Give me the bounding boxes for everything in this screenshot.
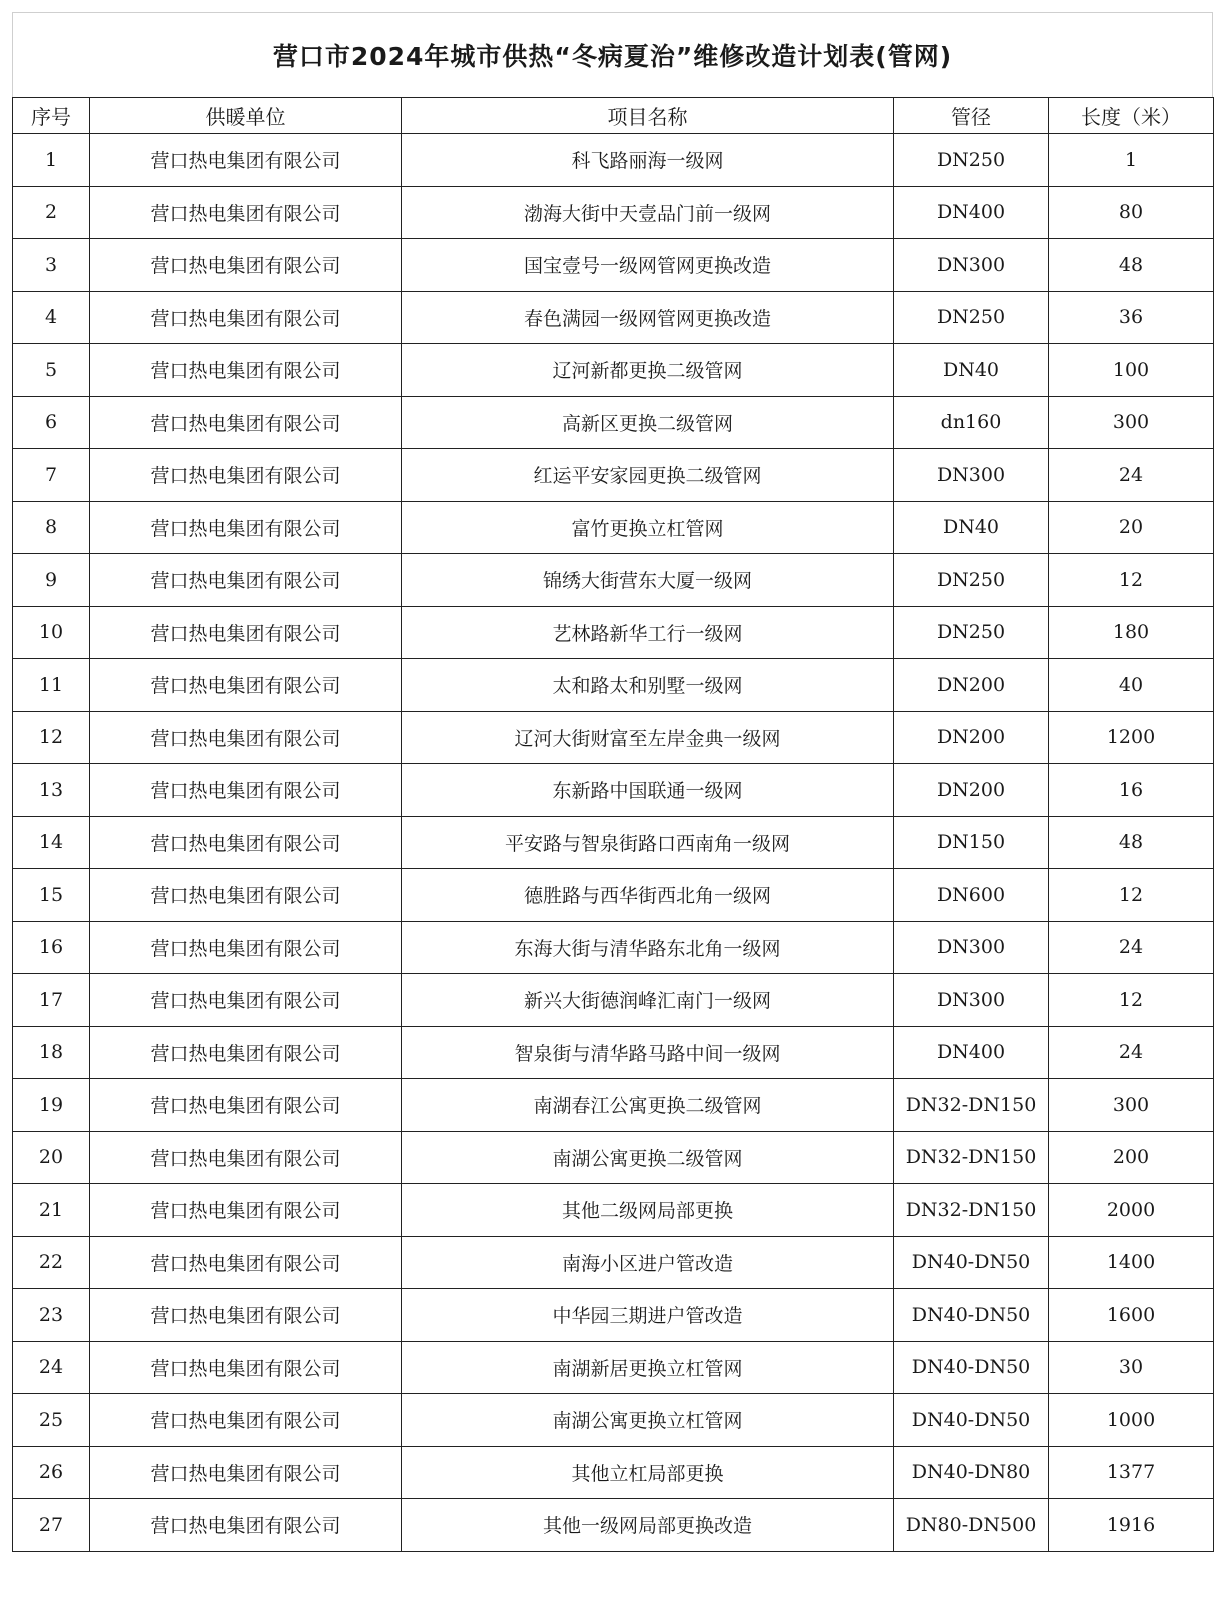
table-row [13,764,1214,817]
cell-diameter: DN200 [894,659,1049,712]
cell-index: 9 [13,554,90,607]
cell-index: 25 [13,1394,90,1447]
cell-index: 10 [13,606,90,659]
table-row [13,1026,1214,1079]
cell-unit: 营口热电集团有限公司 [90,291,402,344]
table-row [13,1079,1214,1132]
cell-length: 300 [1049,396,1214,449]
table-body [13,134,1214,1552]
table-row [13,344,1214,397]
cell-index: 8 [13,501,90,554]
cell-project: 智泉街与清华路马路中间一级网 [402,1026,894,1079]
column-header-project: 项目名称 [402,98,894,134]
cell-project: 新兴大街德润峰汇南门一级网 [402,974,894,1027]
cell-length: 30 [1049,1341,1214,1394]
cell-diameter: DN600 [894,869,1049,922]
cell-index: 18 [13,1026,90,1079]
cell-unit: 营口热电集团有限公司 [90,1341,402,1394]
cell-length: 1600 [1049,1289,1214,1342]
cell-length: 1000 [1049,1394,1214,1447]
cell-diameter: DN250 [894,134,1049,187]
cell-project: 其他一级网局部更换改造 [402,1499,894,1552]
table-row [13,554,1214,607]
cell-diameter: DN250 [894,554,1049,607]
cell-unit: 营口热电集团有限公司 [90,1446,402,1499]
cell-unit: 营口热电集团有限公司 [90,1131,402,1184]
table-row [13,1184,1214,1237]
cell-unit: 营口热电集团有限公司 [90,1184,402,1237]
cell-index: 14 [13,816,90,869]
cell-project: 南湖公寓更换立杠管网 [402,1394,894,1447]
cell-project: 富竹更换立杠管网 [402,501,894,554]
cell-diameter: DN200 [894,711,1049,764]
cell-length: 40 [1049,659,1214,712]
table-row [13,449,1214,502]
cell-unit: 营口热电集团有限公司 [90,134,402,187]
cell-length: 300 [1049,1079,1214,1132]
plan-sheet [12,12,1213,1552]
cell-unit: 营口热电集团有限公司 [90,1026,402,1079]
cell-length: 20 [1049,501,1214,554]
cell-diameter: DN40-DN50 [894,1236,1049,1289]
cell-diameter: DN300 [894,239,1049,292]
table-row [13,396,1214,449]
cell-project: 太和路太和别墅一级网 [402,659,894,712]
cell-unit: 营口热电集团有限公司 [90,396,402,449]
cell-length: 200 [1049,1131,1214,1184]
cell-index: 21 [13,1184,90,1237]
cell-unit: 营口热电集团有限公司 [90,921,402,974]
table-row [13,1499,1214,1552]
column-header-length: 长度（米） [1049,98,1214,134]
cell-project: 东新路中国联通一级网 [402,764,894,817]
table-row [13,186,1214,239]
cell-diameter: DN80-DN500 [894,1499,1049,1552]
table-row [13,606,1214,659]
table-row [13,1236,1214,1289]
cell-diameter: DN400 [894,1026,1049,1079]
cell-project: 辽河大街财富至左岸金典一级网 [402,711,894,764]
cell-index: 1 [13,134,90,187]
cell-diameter: DN40-DN50 [894,1341,1049,1394]
table-row [13,501,1214,554]
cell-length: 1400 [1049,1236,1214,1289]
cell-index: 17 [13,974,90,1027]
cell-length: 24 [1049,1026,1214,1079]
cell-project: 国宝壹号一级网管网更换改造 [402,239,894,292]
cell-unit: 营口热电集团有限公司 [90,869,402,922]
cell-index: 5 [13,344,90,397]
table-row [13,1289,1214,1342]
cell-length: 24 [1049,921,1214,974]
cell-project: 渤海大街中天壹品门前一级网 [402,186,894,239]
cell-unit: 营口热电集团有限公司 [90,1079,402,1132]
cell-diameter: DN300 [894,974,1049,1027]
cell-diameter: DN32-DN150 [894,1131,1049,1184]
table-row [13,239,1214,292]
cell-length: 2000 [1049,1184,1214,1237]
cell-index: 26 [13,1446,90,1499]
column-header-index: 序号 [13,98,90,134]
cell-diameter: DN40-DN50 [894,1289,1049,1342]
cell-diameter: DN200 [894,764,1049,817]
column-header-unit: 供暖单位 [90,98,402,134]
cell-index: 3 [13,239,90,292]
cell-unit: 营口热电集团有限公司 [90,1236,402,1289]
cell-index: 20 [13,1131,90,1184]
table-row [13,291,1214,344]
cell-diameter: DN150 [894,816,1049,869]
cell-index: 16 [13,921,90,974]
table-row [13,711,1214,764]
cell-project: 辽河新都更换二级管网 [402,344,894,397]
cell-length: 1377 [1049,1446,1214,1499]
cell-length: 48 [1049,239,1214,292]
cell-unit: 营口热电集团有限公司 [90,816,402,869]
cell-length: 180 [1049,606,1214,659]
cell-project: 东海大街与清华路东北角一级网 [402,921,894,974]
table-row [13,659,1214,712]
cell-diameter: DN32-DN150 [894,1079,1049,1132]
cell-diameter: DN40-DN50 [894,1394,1049,1447]
column-header-diameter: 管径 [894,98,1049,134]
cell-diameter: DN250 [894,291,1049,344]
cell-diameter: DN250 [894,606,1049,659]
cell-unit: 营口热电集团有限公司 [90,764,402,817]
cell-length: 24 [1049,449,1214,502]
cell-project: 春色满园一级网管网更换改造 [402,291,894,344]
cell-index: 27 [13,1499,90,1552]
cell-index: 24 [13,1341,90,1394]
cell-unit: 营口热电集团有限公司 [90,1499,402,1552]
cell-diameter: DN400 [894,186,1049,239]
cell-project: 南湖新居更换立杠管网 [402,1341,894,1394]
cell-project: 其他立杠局部更换 [402,1446,894,1499]
cell-index: 22 [13,1236,90,1289]
cell-length: 12 [1049,554,1214,607]
cell-index: 19 [13,1079,90,1132]
cell-length: 100 [1049,344,1214,397]
cell-index: 7 [13,449,90,502]
cell-project: 南海小区进户管改造 [402,1236,894,1289]
table-row [13,974,1214,1027]
cell-project: 艺林路新华工行一级网 [402,606,894,659]
cell-unit: 营口热电集团有限公司 [90,501,402,554]
cell-unit: 营口热电集团有限公司 [90,974,402,1027]
cell-project: 其他二级网局部更换 [402,1184,894,1237]
table-row [13,1131,1214,1184]
table-row [13,816,1214,869]
cell-project: 南湖公寓更换二级管网 [402,1131,894,1184]
cell-length: 1 [1049,134,1214,187]
cell-length: 48 [1049,816,1214,869]
cell-length: 16 [1049,764,1214,817]
cell-unit: 营口热电集团有限公司 [90,186,402,239]
cell-unit: 营口热电集团有限公司 [90,1289,402,1342]
cell-diameter: DN40 [894,501,1049,554]
cell-diameter: DN32-DN150 [894,1184,1049,1237]
cell-project: 中华园三期进户管改造 [402,1289,894,1342]
table-row [13,134,1214,187]
cell-project: 南湖春江公寓更换二级管网 [402,1079,894,1132]
cell-project: 高新区更换二级管网 [402,396,894,449]
cell-length: 12 [1049,974,1214,1027]
cell-unit: 营口热电集团有限公司 [90,659,402,712]
cell-project: 德胜路与西华街西北角一级网 [402,869,894,922]
cell-length: 80 [1049,186,1214,239]
cell-length: 1200 [1049,711,1214,764]
cell-unit: 营口热电集团有限公司 [90,711,402,764]
cell-unit: 营口热电集团有限公司 [90,449,402,502]
cell-project: 科飞路丽海一级网 [402,134,894,187]
cell-index: 13 [13,764,90,817]
cell-diameter: DN300 [894,449,1049,502]
cell-unit: 营口热电集团有限公司 [90,344,402,397]
cell-unit: 营口热电集团有限公司 [90,554,402,607]
cell-index: 15 [13,869,90,922]
cell-diameter: DN300 [894,921,1049,974]
cell-diameter: DN40 [894,344,1049,397]
cell-index: 2 [13,186,90,239]
cell-index: 23 [13,1289,90,1342]
table-row [13,869,1214,922]
title-banner [12,12,1213,97]
cell-unit: 营口热电集团有限公司 [90,606,402,659]
cell-diameter: DN40-DN80 [894,1446,1049,1499]
page-title: 营口市2024年城市供热“冬病夏治”维修改造计划表(管网) [272,42,953,71]
table-row [13,1394,1214,1447]
cell-length: 36 [1049,291,1214,344]
cell-index: 6 [13,396,90,449]
table-row [13,1446,1214,1499]
header-row [13,98,1214,134]
table-row [13,921,1214,974]
cell-index: 12 [13,711,90,764]
cell-index: 4 [13,291,90,344]
cell-length: 1916 [1049,1499,1214,1552]
cell-project: 锦绣大街营东大厦一级网 [402,554,894,607]
cell-diameter: dn160 [894,396,1049,449]
cell-index: 11 [13,659,90,712]
cell-unit: 营口热电集团有限公司 [90,1394,402,1447]
cell-length: 12 [1049,869,1214,922]
table-row [13,1341,1214,1394]
plan-table [12,97,1214,1552]
cell-project: 红运平安家园更换二级管网 [402,449,894,502]
cell-project: 平安路与智泉街路口西南角一级网 [402,816,894,869]
cell-unit: 营口热电集团有限公司 [90,239,402,292]
